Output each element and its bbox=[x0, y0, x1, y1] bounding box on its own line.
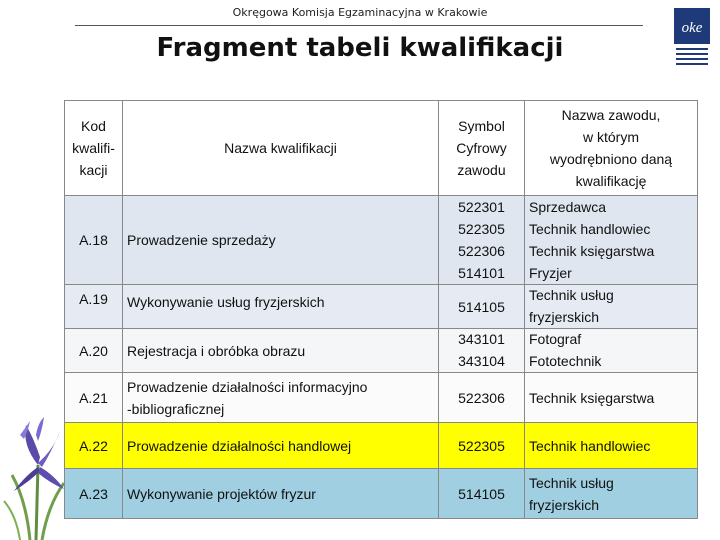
header-code-line: Kod bbox=[81, 118, 106, 134]
symbol-list bbox=[439, 373, 525, 423]
qualification-name-line: Wykonywanie usług fryzjerskich bbox=[127, 294, 325, 310]
qualification-name-line: Prowadzenie działalności handlowej bbox=[127, 437, 352, 454]
occupation-name: fryzjerskich bbox=[529, 308, 600, 325]
table-row bbox=[65, 196, 698, 285]
table-row bbox=[65, 469, 698, 519]
qualification-name bbox=[123, 423, 439, 469]
header-code-line: kwalifi- bbox=[72, 140, 115, 156]
qualification-name bbox=[123, 196, 439, 285]
occupation-symbol: 343104 bbox=[458, 352, 505, 369]
job-list bbox=[525, 373, 698, 423]
qualification-code: A.19 bbox=[65, 285, 123, 329]
occupation-name: Fototechnik bbox=[529, 352, 602, 369]
table-header-row bbox=[65, 101, 698, 196]
qualification-name bbox=[123, 373, 439, 423]
occupation-symbol: 522305 bbox=[458, 437, 505, 454]
symbol-list bbox=[439, 196, 525, 285]
header-job-line: Nazwa zawodu, bbox=[561, 107, 661, 123]
job-list bbox=[525, 285, 698, 329]
iris-flower-icon bbox=[0, 405, 72, 540]
symbol-list bbox=[439, 469, 525, 519]
page-title: Fragment tabeli kwalifikacji bbox=[156, 33, 564, 63]
header-job-line: kwalifikację bbox=[575, 173, 647, 189]
table-row bbox=[65, 373, 698, 423]
header-job-line: w którym bbox=[583, 129, 639, 145]
occupation-symbol: 522301 bbox=[458, 199, 505, 215]
symbol-list bbox=[439, 285, 525, 329]
header-name: Nazwa kwalifikacji bbox=[123, 101, 439, 196]
qualifications-table bbox=[64, 100, 698, 519]
header-code-line: kacji bbox=[79, 162, 108, 178]
occupation-name: Technik handlowiec bbox=[529, 437, 651, 454]
symbol-list bbox=[439, 329, 525, 373]
table-row bbox=[65, 329, 698, 373]
qualification-code: A.18 bbox=[65, 196, 123, 285]
occupation-symbol: 343101 bbox=[458, 331, 505, 347]
occupation-symbol: 514101 bbox=[458, 265, 505, 281]
header-symbol-line: Cyfrowy bbox=[456, 140, 507, 156]
job-list bbox=[525, 423, 698, 469]
job-list bbox=[525, 329, 698, 373]
occupation-name: Technik handlowiec bbox=[529, 221, 651, 237]
occupation-name: Fryzjer bbox=[529, 265, 572, 281]
occupation-symbol: 522306 bbox=[458, 243, 505, 259]
institution-name: Okręgowa Komisja Egzaminacyjna w Krakowie bbox=[232, 6, 488, 19]
header-job-line: wyodrębniono daną bbox=[549, 151, 673, 167]
svg-text:oke: oke bbox=[681, 20, 703, 36]
occupation-symbol: 514105 bbox=[458, 485, 505, 502]
qualification-name bbox=[123, 469, 439, 519]
occupation-name: Technik usług bbox=[529, 287, 614, 303]
occupation-name: Technik księgarstwa bbox=[529, 243, 655, 259]
occupation-name: Fotograf bbox=[529, 331, 582, 347]
occupation-name: fryzjerskich bbox=[529, 496, 600, 513]
qualification-name bbox=[123, 285, 439, 329]
table-row bbox=[65, 285, 698, 329]
occupation-name: Sprzedawca bbox=[529, 199, 607, 215]
job-list bbox=[525, 196, 698, 285]
qualification-name-line: Prowadzenie działalności informacyjno bbox=[127, 378, 368, 395]
occupation-name: Technik usług bbox=[529, 474, 614, 491]
occupation-name: Technik księgarstwa bbox=[529, 389, 655, 406]
oke-logo bbox=[670, 4, 714, 68]
qualification-name-line: -bibliograficznej bbox=[127, 400, 225, 417]
header-divider bbox=[75, 25, 643, 26]
symbol-list bbox=[439, 423, 525, 469]
qualification-code: A.20 bbox=[65, 329, 123, 373]
header-symbol-line: zawodu bbox=[457, 162, 506, 178]
qualification-code: A.23 bbox=[65, 469, 123, 519]
header-job bbox=[525, 101, 698, 196]
header-symbol bbox=[439, 101, 525, 196]
occupation-symbol: 514105 bbox=[458, 298, 505, 315]
qualification-name-line: Rejestracja i obróbka obrazu bbox=[127, 342, 306, 359]
header-symbol-line: Symbol bbox=[458, 118, 505, 134]
qualification-name-line: Prowadzenie sprzedaży bbox=[127, 232, 276, 248]
header-code bbox=[65, 101, 123, 196]
occupation-symbol: 522306 bbox=[458, 389, 505, 406]
occupation-symbol: 522305 bbox=[458, 221, 505, 237]
qualification-code: A.21 bbox=[65, 373, 123, 423]
qualification-code: A.22 bbox=[65, 423, 123, 469]
qualification-name bbox=[123, 329, 439, 373]
job-list bbox=[525, 469, 698, 519]
table-row bbox=[65, 423, 698, 469]
qualification-name-line: Wykonywanie projektów fryzur bbox=[127, 485, 316, 502]
